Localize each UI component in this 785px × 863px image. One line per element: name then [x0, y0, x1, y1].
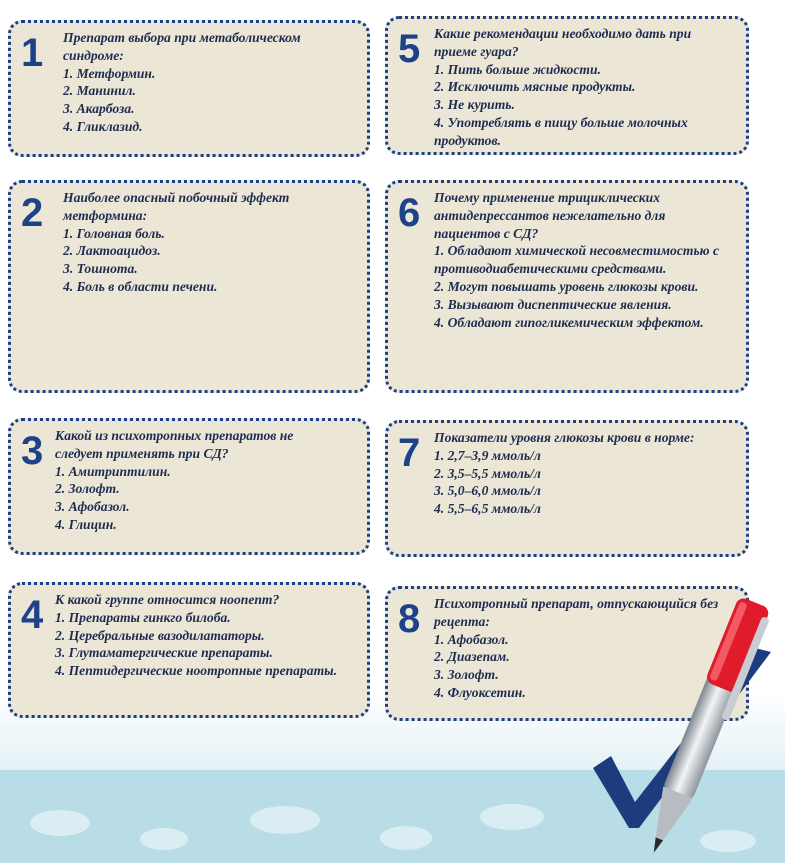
options-list — [63, 225, 357, 296]
option-item[interactable]: 2. Церебральные вазодилататоры. — [55, 627, 265, 643]
option-item[interactable]: 2. Манинил. — [63, 83, 136, 99]
options-list — [55, 609, 355, 680]
option-item[interactable]: 3. Тошнота. — [63, 261, 138, 277]
question-text: Наиболее опасный побочный эффект метформина: — [63, 190, 290, 223]
option-item[interactable]: 3. Акарбоза. — [63, 101, 135, 117]
option-item[interactable]: 1. Афобазол. — [434, 631, 509, 647]
question-text: Почему применение трициклических антидепрессантов нежелательно для пациентов с СД? — [434, 190, 666, 241]
question-text: Какой из психотропных препаратов не следует применять при СД? — [55, 428, 294, 461]
question-text: Какие рекомендации необходимо дать при приеме гуара? — [434, 26, 692, 59]
option-item[interactable]: 3. Вызывают диспептические явления. — [434, 296, 672, 312]
option-item[interactable]: 3. Афобазол. — [55, 499, 130, 515]
option-item[interactable]: 1. 2,7–3,9 ммоль/л — [434, 447, 541, 463]
option-item[interactable]: 4. Флуоксетин. — [434, 684, 526, 700]
question-card-1 — [8, 20, 370, 157]
option-item[interactable]: 4. Гликлазид. — [63, 118, 143, 134]
question-card-5 — [385, 16, 749, 155]
option-item[interactable]: 2. Лактоацидоз. — [63, 243, 161, 259]
card-number: 8 — [398, 597, 421, 641]
option-item[interactable]: 1. Обладают химической несовместимостью с противодиабетическими средствами. — [434, 243, 720, 277]
card-number: 3 — [21, 429, 44, 473]
option-item[interactable]: 2. Исключить мясные продукты. — [434, 79, 636, 95]
question-text: Психотропный препарат, отпускающийся без рецепта: — [434, 596, 719, 629]
option-item[interactable]: 2. Диазепам. — [434, 649, 510, 665]
question-card-7 — [385, 420, 749, 557]
question-card-3 — [8, 418, 370, 555]
option-item[interactable]: 4. Боль в области печени. — [63, 278, 218, 294]
card-number: 4 — [21, 593, 44, 637]
option-item[interactable]: 4. Обладают гипогликемическим эффектом. — [434, 314, 704, 330]
option-item[interactable]: 2. 3,5–5,5 ммоль/л — [434, 465, 541, 481]
option-item[interactable]: 3. Не курить. — [434, 97, 515, 113]
card-number: 1 — [21, 31, 44, 75]
card-number: 2 — [21, 191, 44, 235]
option-item[interactable]: 2. Могут повышать уровень глюкозы крови. — [434, 278, 699, 294]
question-text: Показатели уровня глюкозы крови в норме: — [434, 430, 695, 445]
option-item[interactable]: 2. Золофт. — [55, 481, 120, 497]
options-list — [434, 242, 734, 331]
card-number: 6 — [398, 191, 421, 235]
card-number: 5 — [398, 27, 421, 71]
option-item[interactable]: 1. Головная боль. — [63, 225, 165, 241]
option-item[interactable]: 1. Амитриптилин. — [55, 463, 171, 479]
pill-decoration — [380, 826, 432, 850]
question-text: К какой группе относится ноопепт? — [55, 592, 280, 607]
pill-decoration — [250, 806, 320, 834]
options-list — [63, 65, 357, 136]
option-item[interactable]: 3. Золофт. — [434, 667, 499, 683]
option-item[interactable]: 1. Пить больше жидкости. — [434, 61, 601, 77]
option-item[interactable]: 4. Употреблять в пищу больше молочных продуктов. — [434, 114, 688, 148]
question-card-6 — [385, 180, 749, 393]
card-number: 7 — [398, 431, 421, 475]
option-item[interactable]: 1. Метформин. — [63, 65, 156, 81]
option-item[interactable]: 3. Глутаматергические препараты. — [55, 645, 273, 661]
option-item[interactable]: 4. Пептидергические ноотропные препараты. — [55, 663, 337, 679]
question-text: Препарат выбора при метаболическом синдроме: — [63, 30, 301, 63]
options-list — [434, 447, 736, 518]
pill-decoration — [140, 828, 188, 850]
option-item[interactable]: 4. 5,5–6,5 ммоль/л — [434, 501, 541, 517]
option-item[interactable]: 3. 5,0–6,0 ммоль/л — [434, 483, 541, 499]
options-list — [55, 463, 357, 534]
checkmark-pen-icon — [585, 590, 785, 863]
pill-decoration — [480, 804, 544, 830]
pill-decoration — [30, 810, 90, 836]
options-list — [434, 61, 740, 150]
question-card-2 — [8, 180, 370, 393]
question-card-4 — [8, 582, 370, 718]
option-item[interactable]: 1. Препараты гинкго билоба. — [55, 609, 231, 625]
option-item[interactable]: 4. Глицин. — [55, 516, 117, 532]
